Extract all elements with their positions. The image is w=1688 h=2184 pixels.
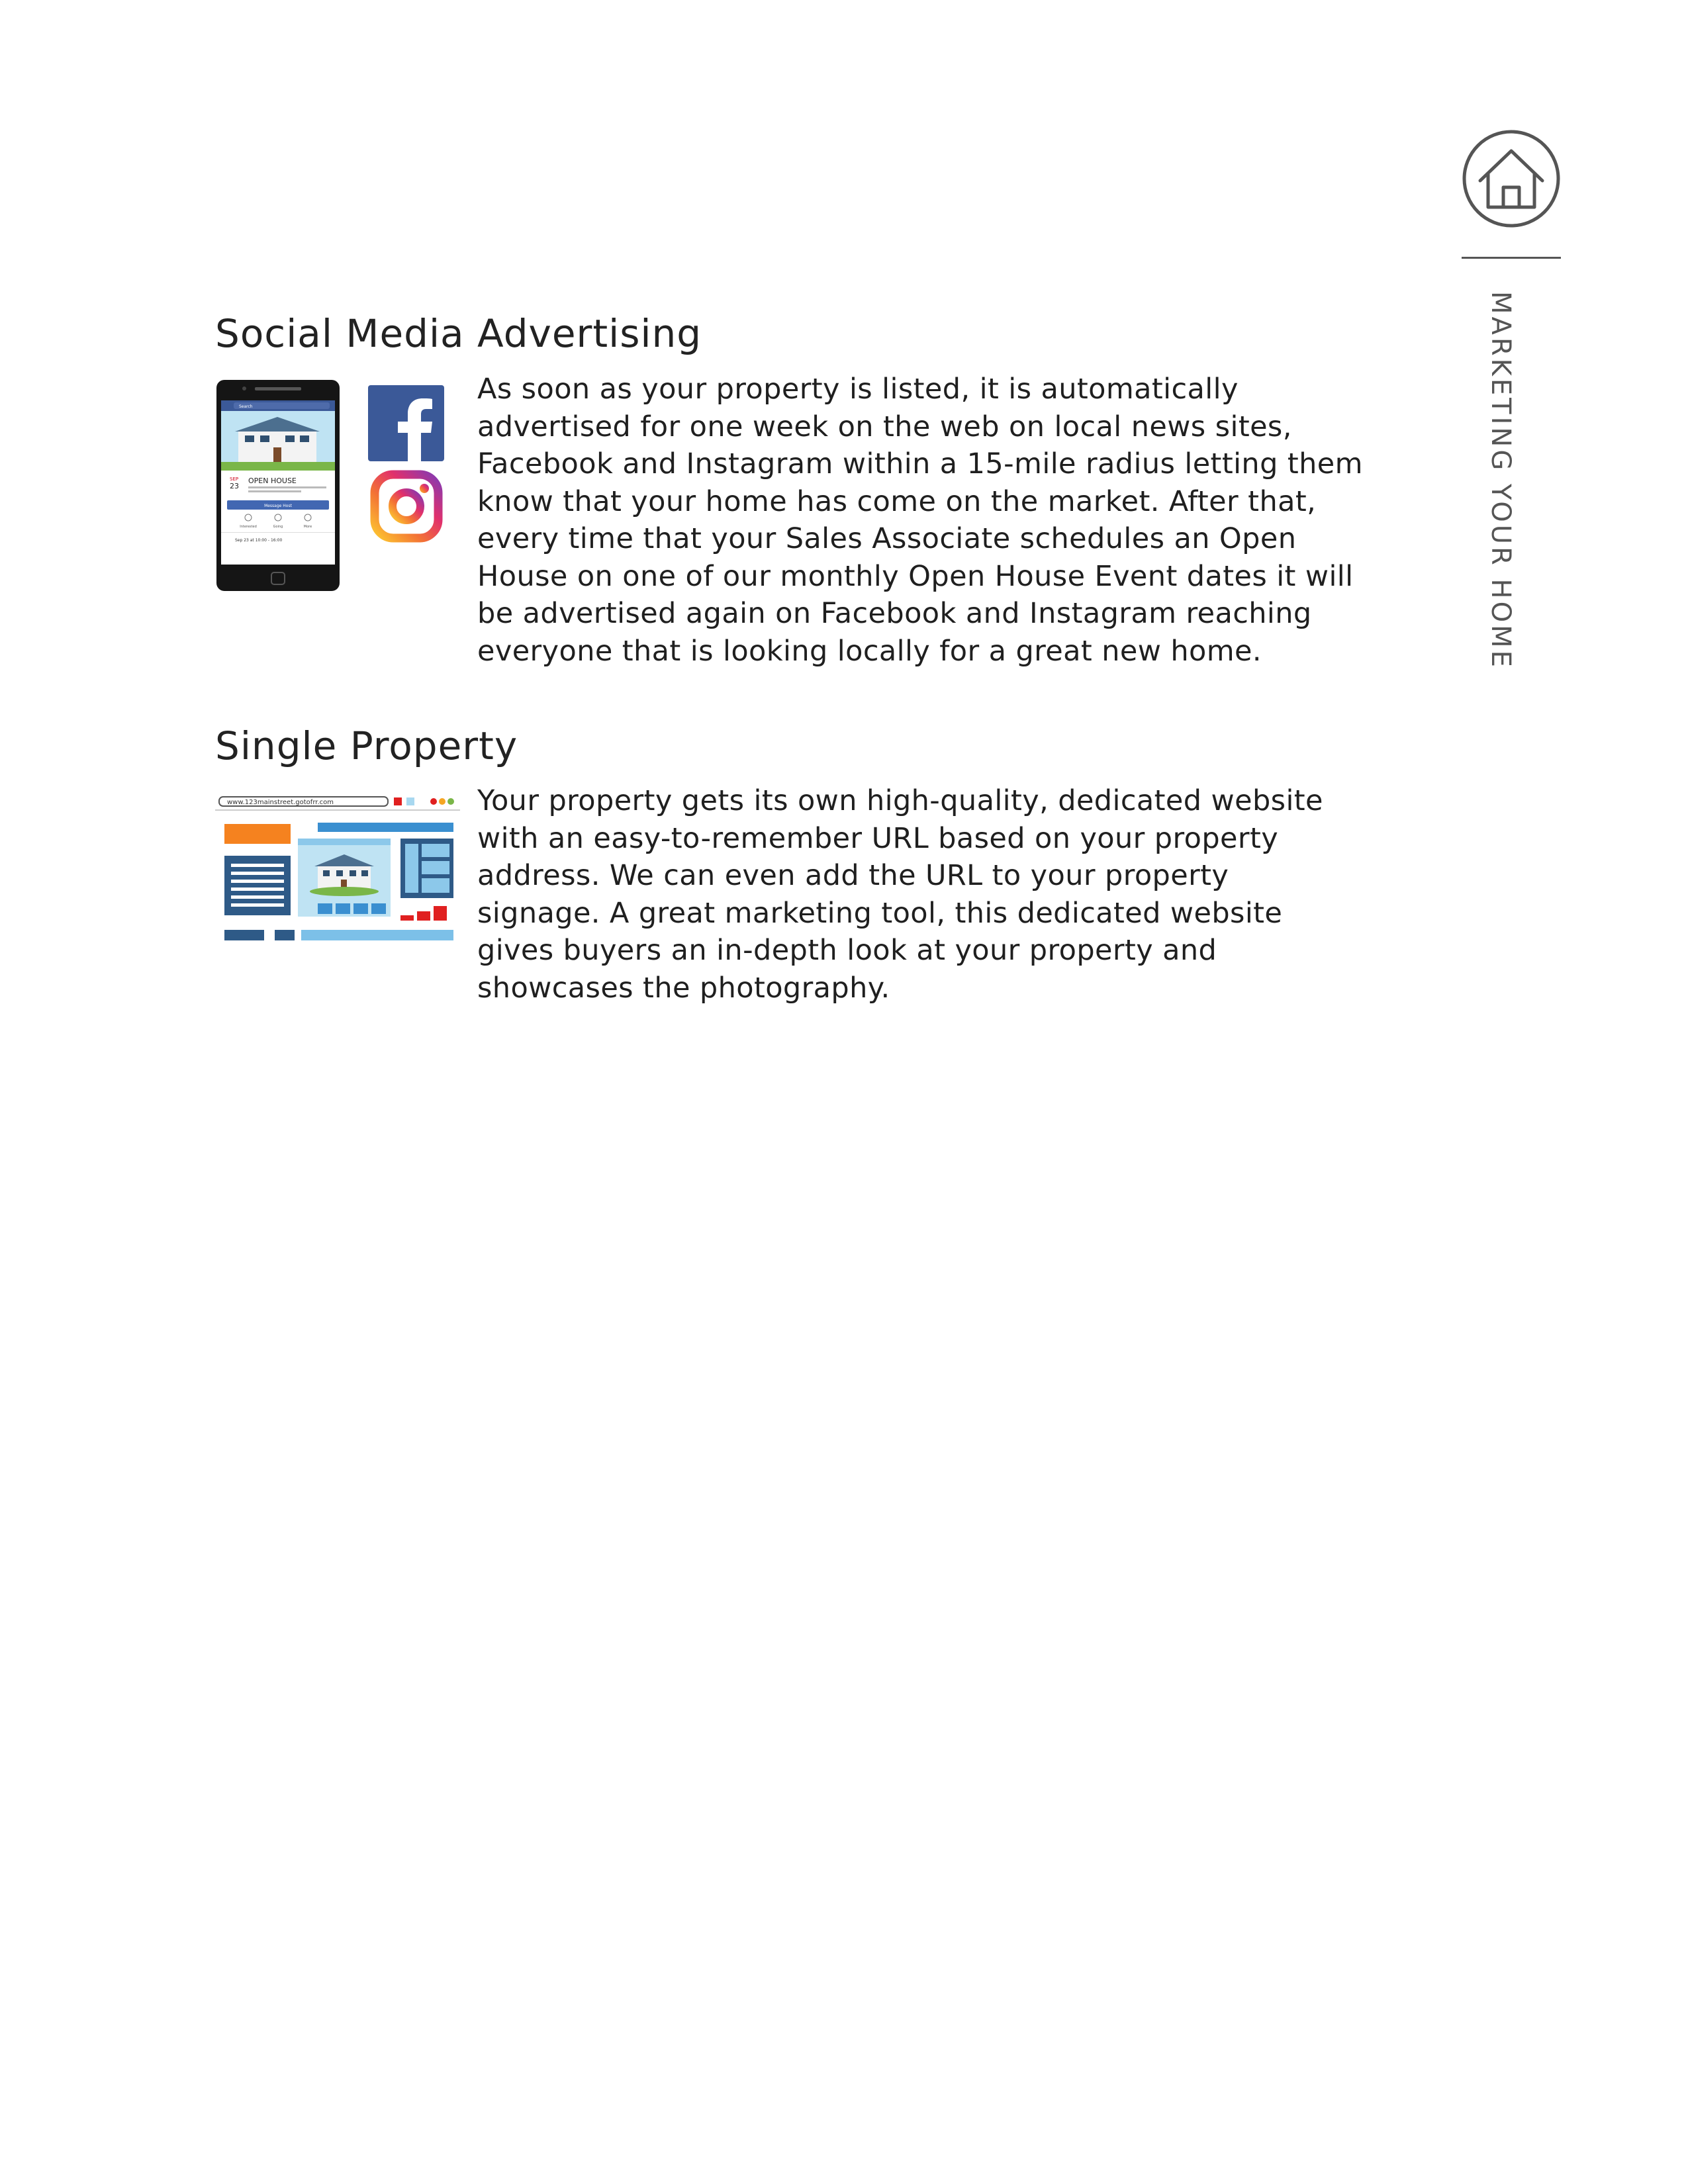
text-line: signage. A great marketing tool, this dedicated website — [477, 896, 1283, 930]
phone-action-going: Going — [273, 525, 283, 529]
phone-event-title: OPEN HOUSE — [248, 477, 297, 485]
section-tab-label: MARKETING YOUR HOME — [1485, 291, 1516, 670]
text-line: everyone that is looking locally for a great new home. — [477, 634, 1262, 668]
phone-message-button-label: Message Host — [264, 504, 292, 508]
single-property-description — [477, 782, 1450, 1007]
section-title-social-media: Social Media Advertising — [215, 311, 702, 356]
section-title-single-property: Single Property — [215, 723, 518, 768]
text-line: As soon as your property is listed, it is automatically — [477, 373, 1239, 406]
facebook-icon — [368, 385, 444, 461]
text-line: advertised for one week on the web on local news sites, — [477, 410, 1292, 443]
text-line: showcases the photography. — [477, 971, 890, 1005]
phone-search-label: Search — [239, 404, 253, 409]
text-line: House on one of our monthly Open House Event dates it will — [477, 559, 1354, 593]
phone-event-day: 23 — [230, 482, 239, 490]
text-line: gives buyers an in-depth look at your property and — [477, 934, 1217, 967]
text-line: address. We can even add the URL to your property — [477, 859, 1229, 892]
website-url-text: www.123mainstreet.gotofrr.com — [227, 799, 334, 806]
phone-action-more: More — [303, 525, 312, 529]
tab-divider — [1462, 257, 1561, 259]
home-icon — [1462, 129, 1561, 228]
phone-event-time: Sep 23 at 10:00 - 16:00 — [235, 538, 283, 543]
text-line: Facebook and Instagram within a 15-mile radius letting them — [477, 447, 1363, 480]
text-line: know that your home has come on the market. After that, — [477, 484, 1317, 518]
text-line: be advertised again on Facebook and Instagram reaching — [477, 597, 1312, 630]
text-line: every time that your Sales Associate schedules an Open — [477, 522, 1297, 555]
phone-event-month: SEP — [230, 477, 239, 482]
phone-action-interested: Interested — [240, 525, 257, 529]
text-line: Your property gets its own high-quality, dedicated website — [477, 784, 1323, 817]
social-media-description — [477, 371, 1450, 670]
text-line: with an easy-to-remember URL based on your property — [477, 821, 1279, 855]
instagram-icon — [370, 470, 443, 543]
website-mockup — [215, 791, 460, 950]
phone-mockup — [215, 379, 341, 592]
